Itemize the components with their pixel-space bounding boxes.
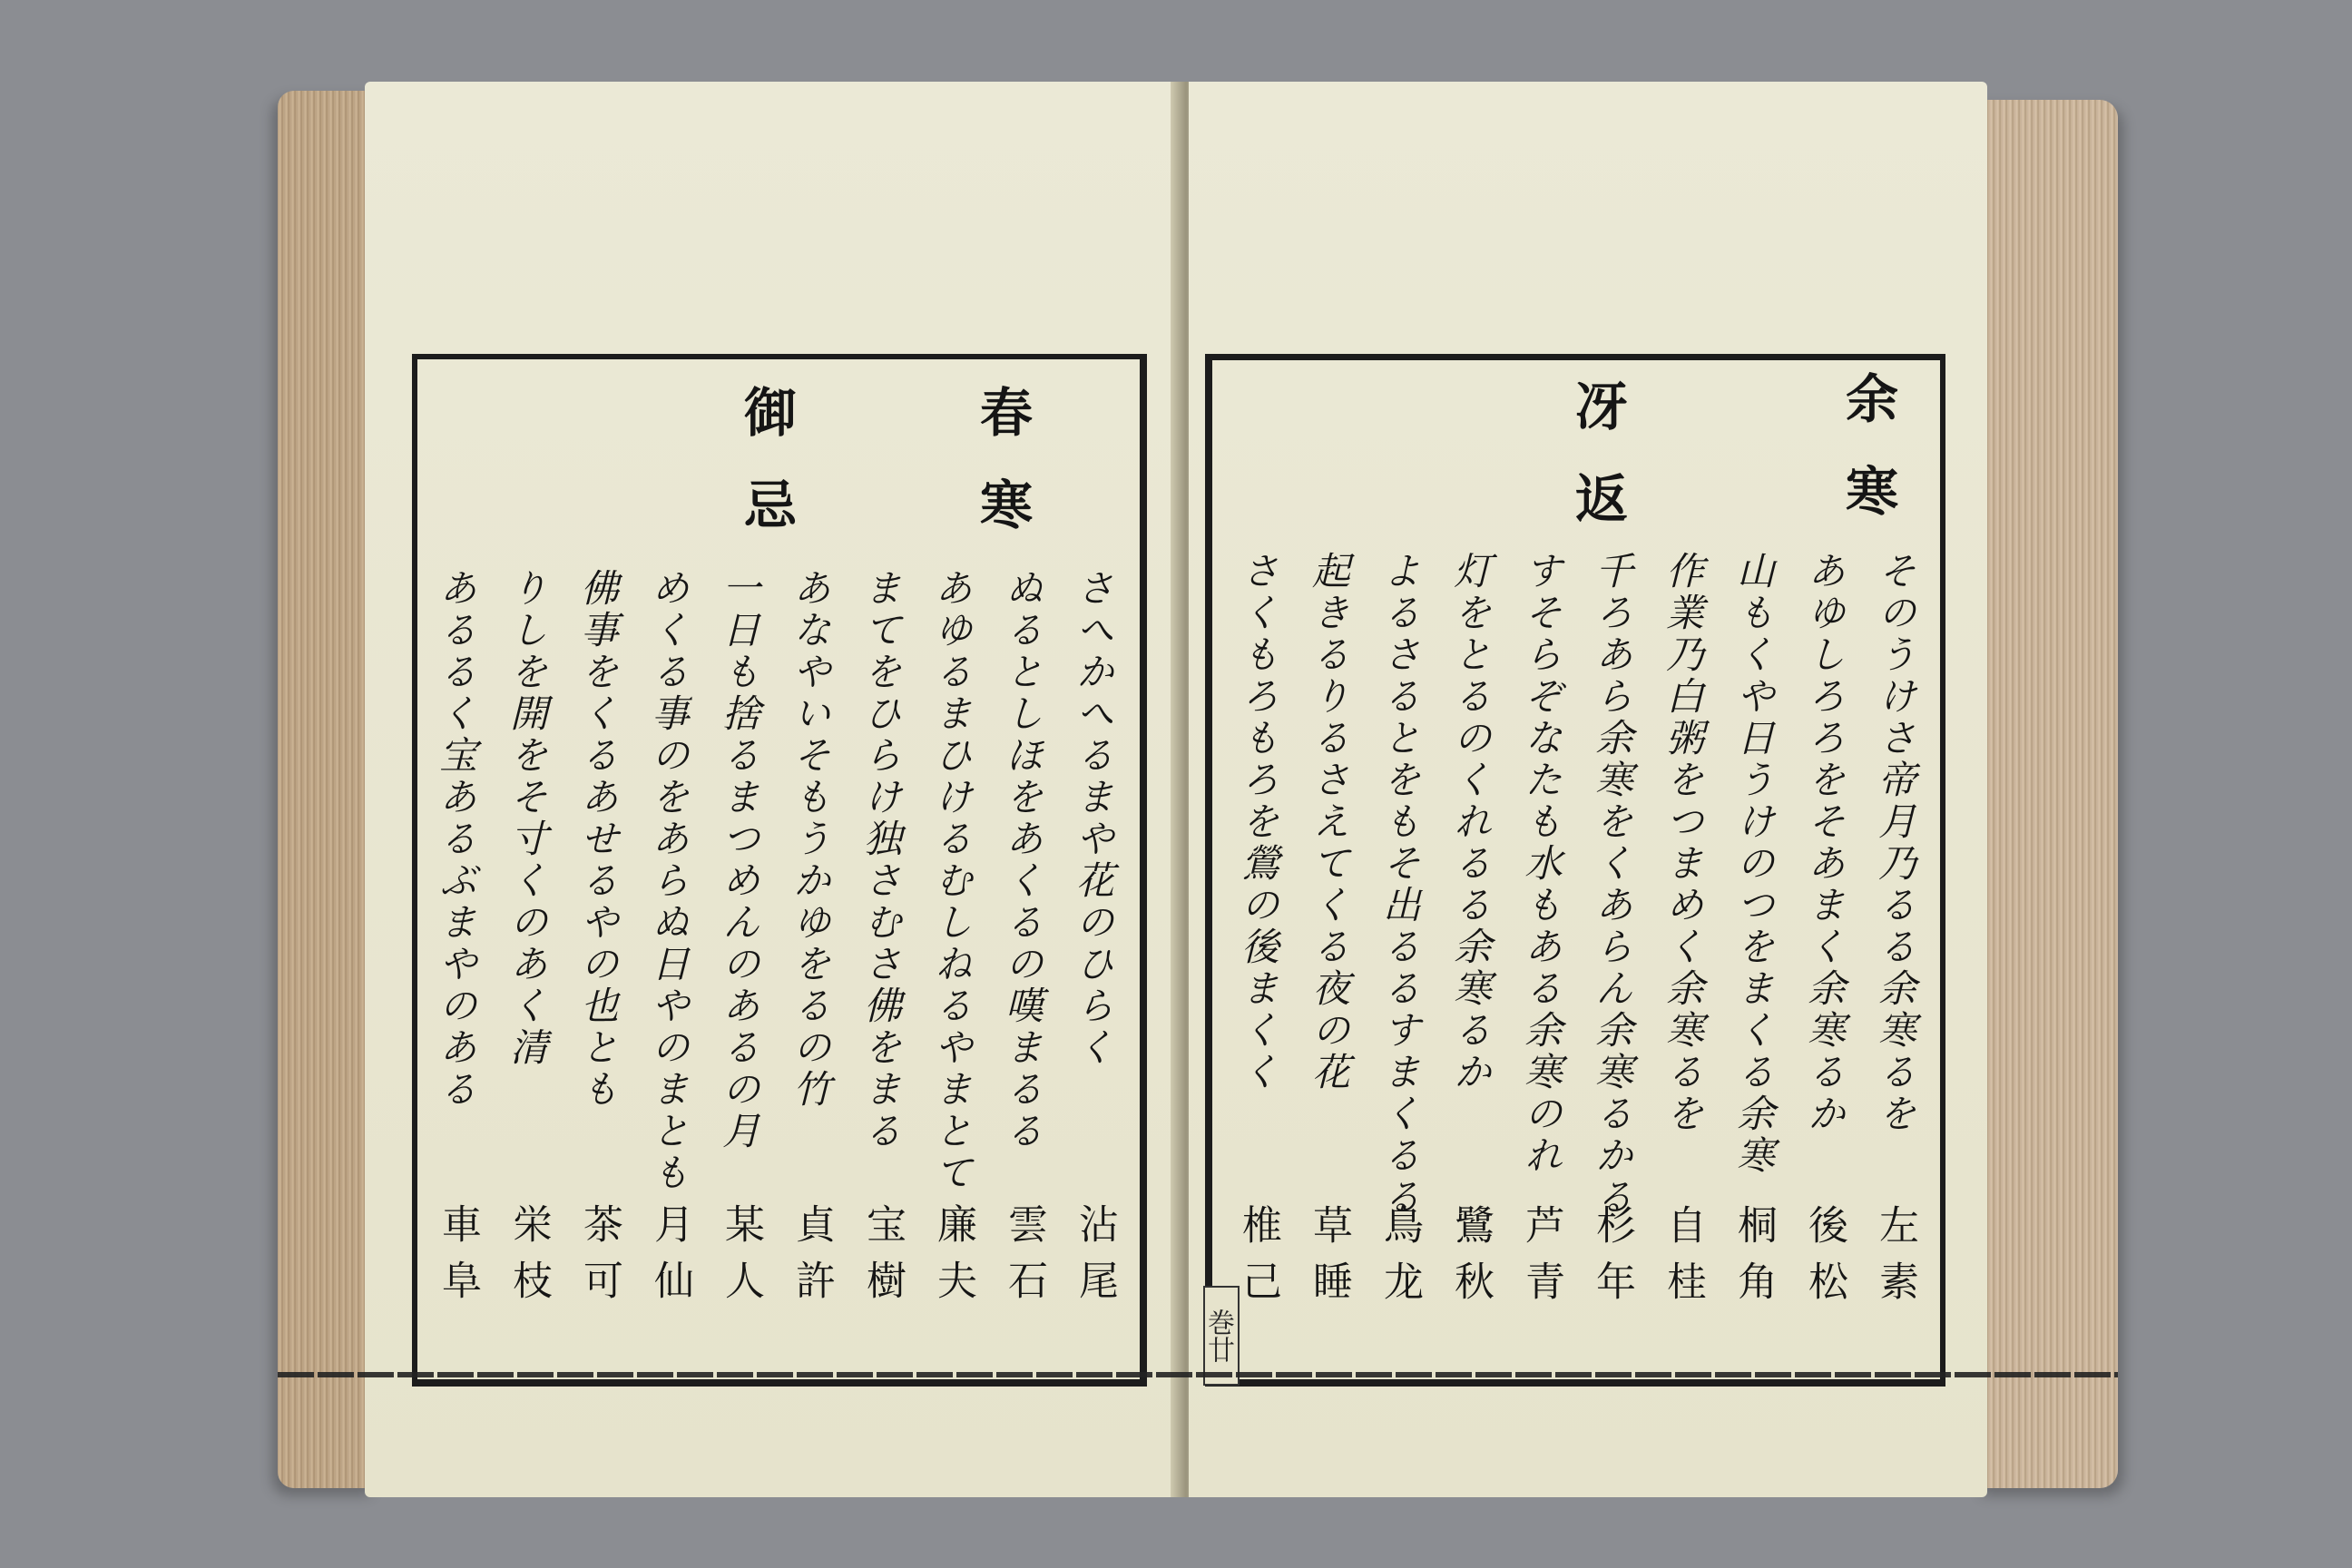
heading-memorial: 御忌	[735, 385, 797, 570]
author-name: 廉夫	[930, 1203, 976, 1316]
verse-line: あゆるまひけるむしねるやまとて	[929, 568, 974, 1194]
author-name: 左素	[1872, 1204, 1918, 1317]
verse-line: そのうけさ帝月乃るる余寒るを	[1873, 551, 1917, 1135]
author-name: 椎己	[1235, 1204, 1281, 1317]
verse-line: 山もくや日うけのつをまくる余寒	[1731, 551, 1776, 1177]
verse-line: 作業乃白粥をつまめく余寒るを	[1661, 551, 1705, 1135]
verse-line: まてをひらけ独さむさ佛をまる	[858, 568, 903, 1152]
author-name: 沾尾	[1072, 1203, 1118, 1316]
verse-line: ぬるとしほをあくるの嘆まるる	[1000, 568, 1044, 1152]
heading-cold-returns: 冴返	[1566, 378, 1628, 564]
author-name: 鳥龙	[1377, 1204, 1423, 1317]
author-name: 桐角	[1730, 1204, 1777, 1317]
verse-line: めくる事のをあらぬ日やのまとも	[646, 568, 691, 1194]
verse-line: りしを開をそ寸くのあく清	[505, 568, 549, 1069]
left-page-frame	[412, 354, 1147, 1387]
left-page	[365, 82, 1181, 1497]
verse-line: すそらぞなたも水もある余寒のれ	[1519, 551, 1563, 1177]
verse-line: よるさるとをもそ出るるすまくるる	[1377, 551, 1422, 1219]
right-page-block-edge	[1976, 100, 2118, 1488]
right-page	[1189, 82, 1987, 1497]
author-name: 芦青	[1518, 1204, 1564, 1317]
heading-lingering-cold: 余寒	[1837, 371, 1898, 556]
author-name: 後松	[1801, 1204, 1847, 1317]
verse-line: 千ろあら余寒をくあらん余寒るかる	[1590, 551, 1634, 1219]
author-name: 宝樹	[859, 1203, 906, 1316]
verse-line: 起きるりるさえてくる夜の花	[1307, 551, 1351, 1093]
author-name: 雲石	[1001, 1203, 1047, 1316]
author-name: 草睡	[1306, 1204, 1352, 1317]
author-name: 杉年	[1589, 1204, 1635, 1317]
verse-line: 一日も捨るまつめんのあるの月	[717, 568, 761, 1152]
author-name: 月仙	[647, 1203, 693, 1316]
author-name: 鷺秋	[1447, 1204, 1494, 1317]
verse-line: さくもろもろを鶯の後まくく	[1236, 551, 1280, 1093]
open-book	[278, 73, 2118, 1504]
verse-line: あゆしろろをそあまく余寒るか	[1802, 551, 1847, 1135]
right-page-frame	[1202, 354, 1945, 1387]
left-page-block-edge	[278, 91, 376, 1488]
author-name: 車阜	[435, 1203, 481, 1316]
verse-line: 佛事をくるあせるやの也とも	[575, 568, 620, 1111]
heading-spring-cold: 春寒	[971, 385, 1033, 570]
author-name: 自桂	[1660, 1204, 1706, 1317]
author-name: 茶可	[576, 1203, 622, 1316]
bottom-binding-line	[278, 1372, 2118, 1377]
author-name: 栄枝	[505, 1203, 552, 1316]
verse-line: 灯をとるのくれるる余寒るか	[1448, 551, 1493, 1093]
verse-line: さへかへるまや花のひらく	[1071, 568, 1115, 1069]
verse-line: あなやいそもうかゆをるの竹	[788, 568, 832, 1111]
author-name: 某人	[718, 1203, 764, 1316]
volume-tab: 巻廿	[1203, 1286, 1240, 1386]
author-name: 貞許	[789, 1203, 835, 1316]
verse-line: あるるく宝あるぶまやのある	[434, 568, 478, 1111]
